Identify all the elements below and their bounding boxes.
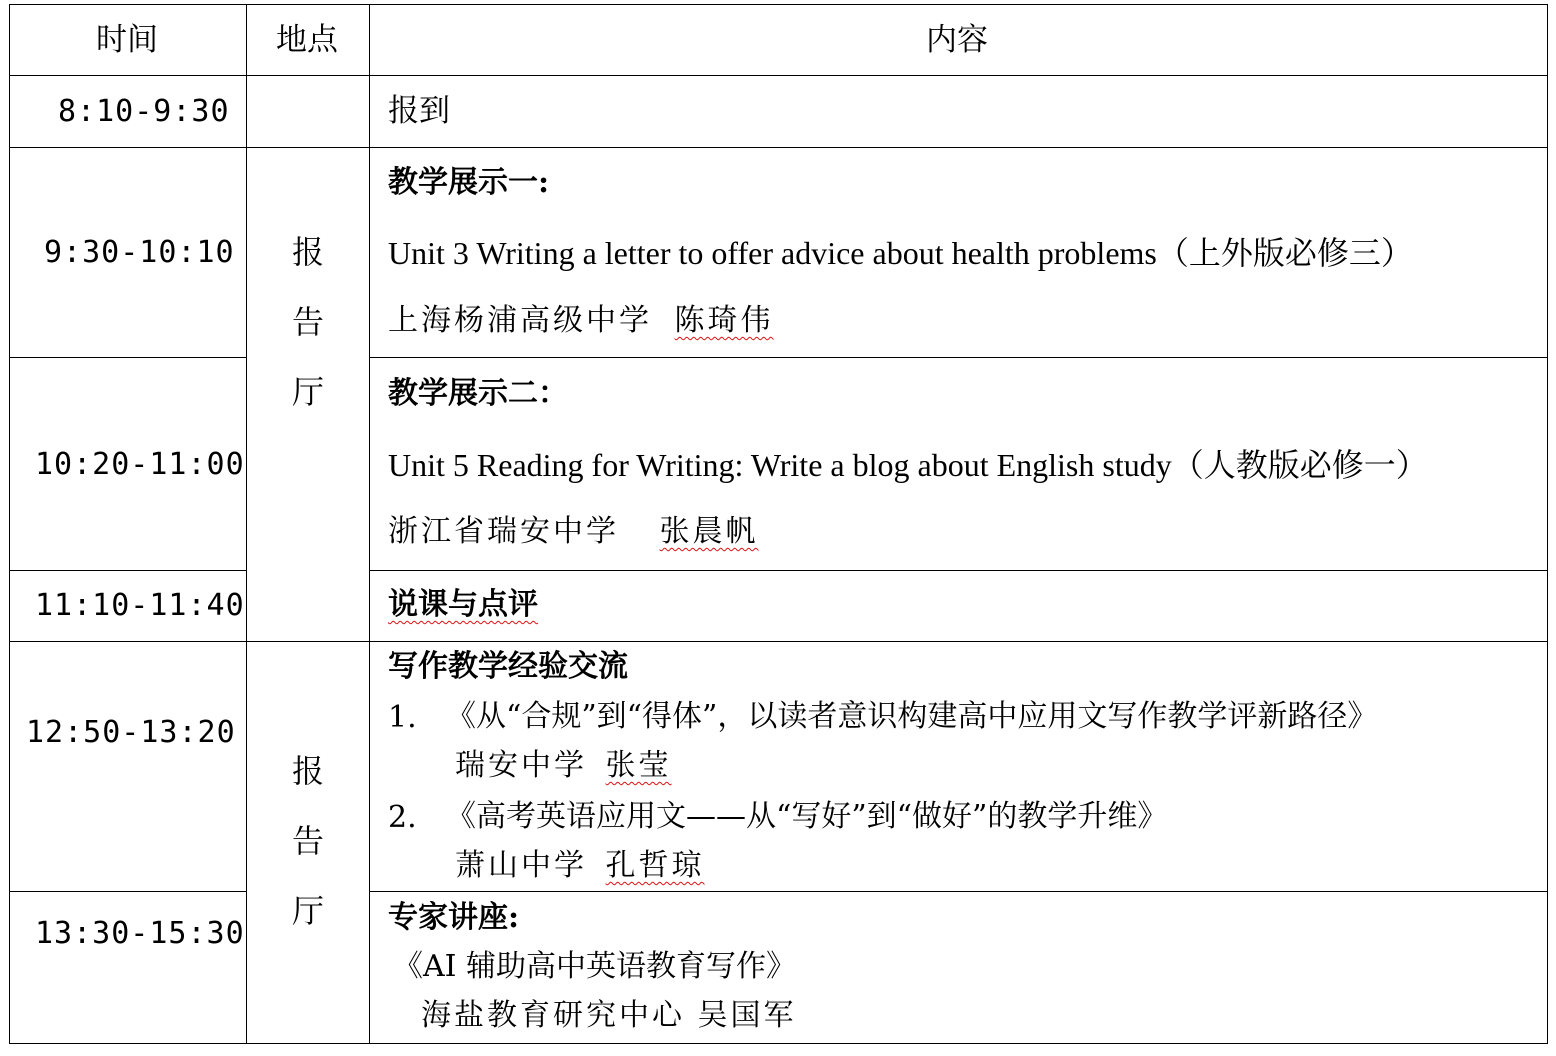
rule-row2-bottom-left — [9, 357, 247, 358]
lecture-speaker: 海盐教育研究中心 吴国军 — [421, 998, 797, 1033]
rule-row4-bottom — [9, 641, 1548, 642]
rule-row5-bottom-left — [9, 891, 247, 892]
content-title: 说课与点评 — [388, 587, 538, 622]
rule-row2-bottom-right — [369, 357, 1548, 358]
content-checkin: 报到 — [388, 93, 450, 129]
rule-row3-bottom-right — [369, 570, 1548, 571]
location-char: 告 — [292, 822, 325, 860]
content-title: 专家讲座: — [388, 900, 520, 935]
school-name: 瑞安中学 — [455, 748, 587, 783]
time-cell: 11:10-11:40 — [35, 588, 245, 623]
time-cell: 9:30-10:10 — [44, 235, 235, 270]
time-cell: 8:10-9:30 — [58, 94, 230, 129]
teacher-name: 孔哲琼 — [605, 848, 705, 883]
rule-col1 — [246, 4, 247, 1044]
location-char: 告 — [292, 303, 325, 341]
teacher-name: 张莹 — [605, 748, 672, 783]
teacher-name: 陈琦伟 — [674, 303, 774, 338]
school-name: 萧山中学 — [455, 848, 587, 883]
content-title: 教学展示一: — [388, 165, 550, 200]
time-cell: 12:50-13:20 — [26, 715, 236, 750]
rule-header-bottom — [9, 75, 1548, 76]
talk-title: 《高考英语应用文——从“写好”到“做好”的教学升维》 — [446, 799, 1168, 834]
content-title: 教学展示二： — [388, 376, 568, 411]
location-char: 报 — [292, 752, 325, 790]
rule-left — [9, 4, 10, 1044]
header-place: 地点 — [276, 22, 338, 58]
location-char: 厅 — [292, 373, 325, 411]
rule-row5-bottom-right — [369, 891, 1548, 892]
location-char: 厅 — [292, 892, 325, 930]
header-time: 时间 — [96, 22, 158, 58]
teacher-name: 张晨帆 — [659, 514, 759, 549]
rule-right — [1547, 4, 1548, 1044]
talk-title: 《从“合规”到“得体”，以读者意识构建高中应用文写作教学评新路径》 — [446, 699, 1378, 734]
rule-top — [9, 4, 1548, 5]
lecture-title: 《AI 辅助高中英语教育写作》 — [393, 949, 797, 984]
time-cell: 13:30-15:30 — [35, 916, 245, 951]
location-char: 报 — [292, 233, 325, 271]
list-number: 2. — [388, 800, 417, 835]
time-cell: 10:20-11:00 — [35, 447, 245, 482]
rule-row3-bottom-left — [9, 570, 247, 571]
content-lesson: Unit 3 Writing a letter to offer advice about health problems（上外版必修三） — [388, 235, 1413, 271]
rule-bottom — [9, 1043, 1548, 1044]
content-presenter — [388, 514, 759, 549]
school-name: 浙江省瑞安中学 — [388, 514, 619, 549]
school-name: 上海杨浦高级中学 — [388, 303, 652, 338]
content-presenter — [455, 848, 705, 883]
rule-col2 — [369, 4, 370, 1044]
list-number: 1. — [388, 700, 417, 735]
content-title: 写作教学经验交流 — [388, 649, 628, 684]
content-lesson: Unit 5 Reading for Writing: Write a blog about English study（人教版必修一） — [388, 447, 1428, 483]
rule-row1-bottom — [9, 147, 1548, 148]
content-presenter — [455, 748, 672, 783]
content-presenter — [388, 303, 774, 338]
header-content: 内容 — [926, 22, 988, 58]
